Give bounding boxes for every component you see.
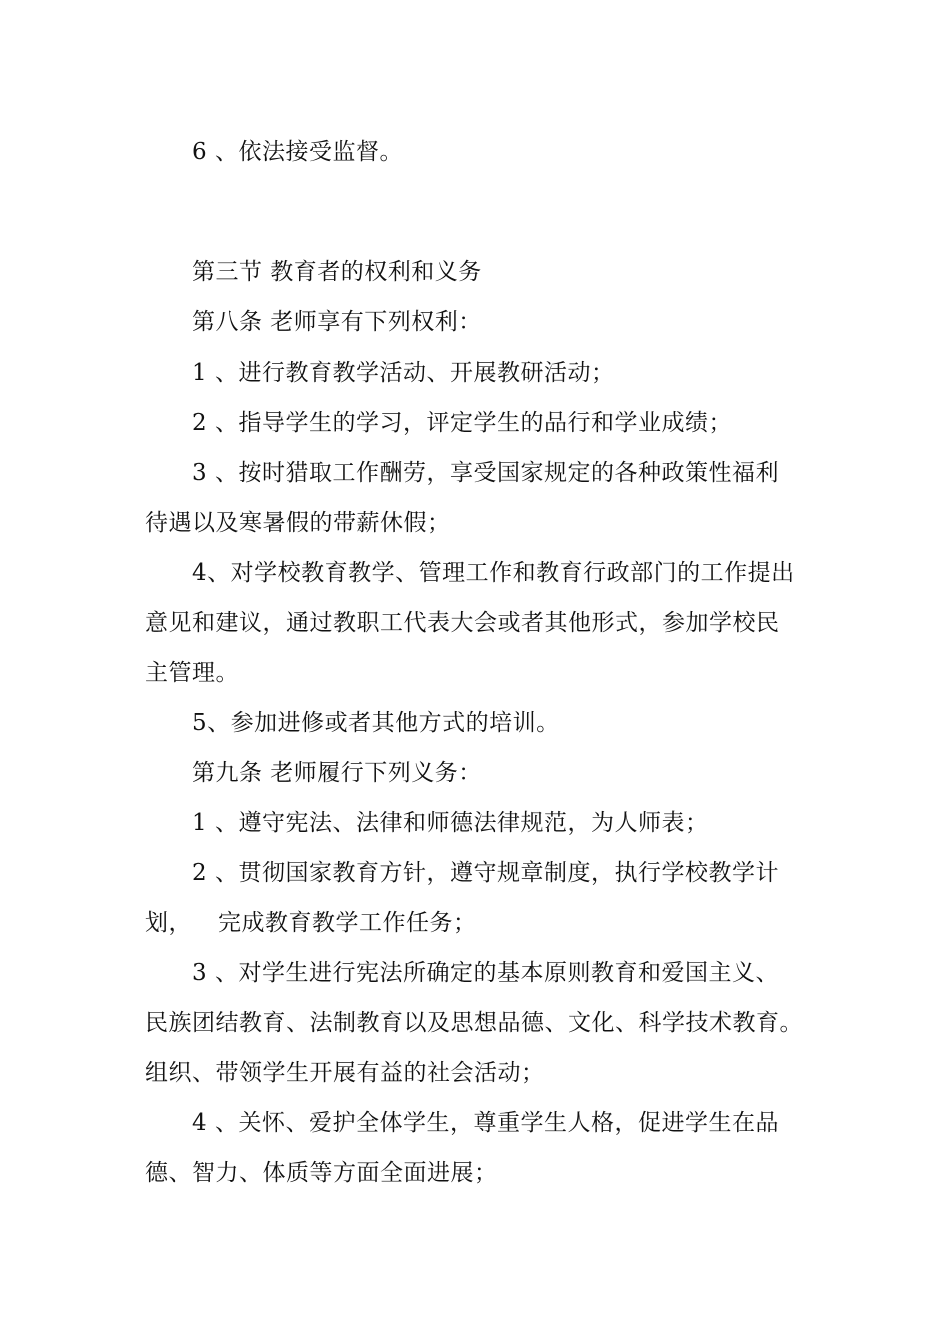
article-9-heading: 第九条 老师履行下列义务： <box>192 760 482 786</box>
duty-item-2-cont-a: 划， <box>145 910 192 936</box>
right-item-4-cont-1: 意见和建议，通过教职工代表大会或者其他形式，参加学校民 <box>145 610 780 636</box>
duty-item-2-cont-b: 完成教育教学工作任务； <box>218 910 477 936</box>
line-item-6: 6 、依法接受监督。 <box>192 139 403 165</box>
right-item-4-cont-2: 主管理。 <box>145 660 239 686</box>
right-item-2: 2 、指导学生的学习，评定学生的品行和学业成绩； <box>192 410 732 436</box>
right-item-3-cont: 待遇以及寒暑假的带薪休假； <box>145 510 451 536</box>
right-item-4: 4、对学校教育教学、管理工作和教育行政部门的工作提出 <box>192 560 795 586</box>
right-item-1: 1 、进行教育教学活动、开展教研活动； <box>192 360 615 386</box>
duty-item-3: 3 、对学生进行宪法所确定的基本原则教育和爱国主义、 <box>192 960 779 986</box>
duty-item-2: 2 、贯彻国家教育方针，遵守规章制度，执行学校教学计 <box>192 860 779 886</box>
article-8-heading: 第八条 老师享有下列权利： <box>192 309 482 335</box>
section-heading: 第三节 教育者的权利和义务 <box>192 259 482 285</box>
duty-item-4-cont: 德、智力、体质等方面全面进展； <box>145 1160 498 1186</box>
duty-item-2-cont <box>145 909 477 937</box>
right-item-5: 5、参加进修或者其他方式的培训。 <box>192 710 560 736</box>
right-item-3: 3 、按时猎取工作酬劳，享受国家规定的各种政策性福利 <box>192 460 779 486</box>
duty-item-3-cont-2: 组织、带领学生开展有益的社会活动； <box>145 1060 545 1086</box>
duty-item-1: 1 、遵守宪法、法律和师德法律规范，为人师表； <box>192 810 709 836</box>
duty-item-3-cont-1: 民族团结教育、法制教育以及思想品德、文化、科学技术教育。 <box>145 1010 803 1036</box>
duty-item-4: 4 、关怀、爱护全体学生，尊重学生人格，促进学生在品 <box>192 1110 779 1136</box>
